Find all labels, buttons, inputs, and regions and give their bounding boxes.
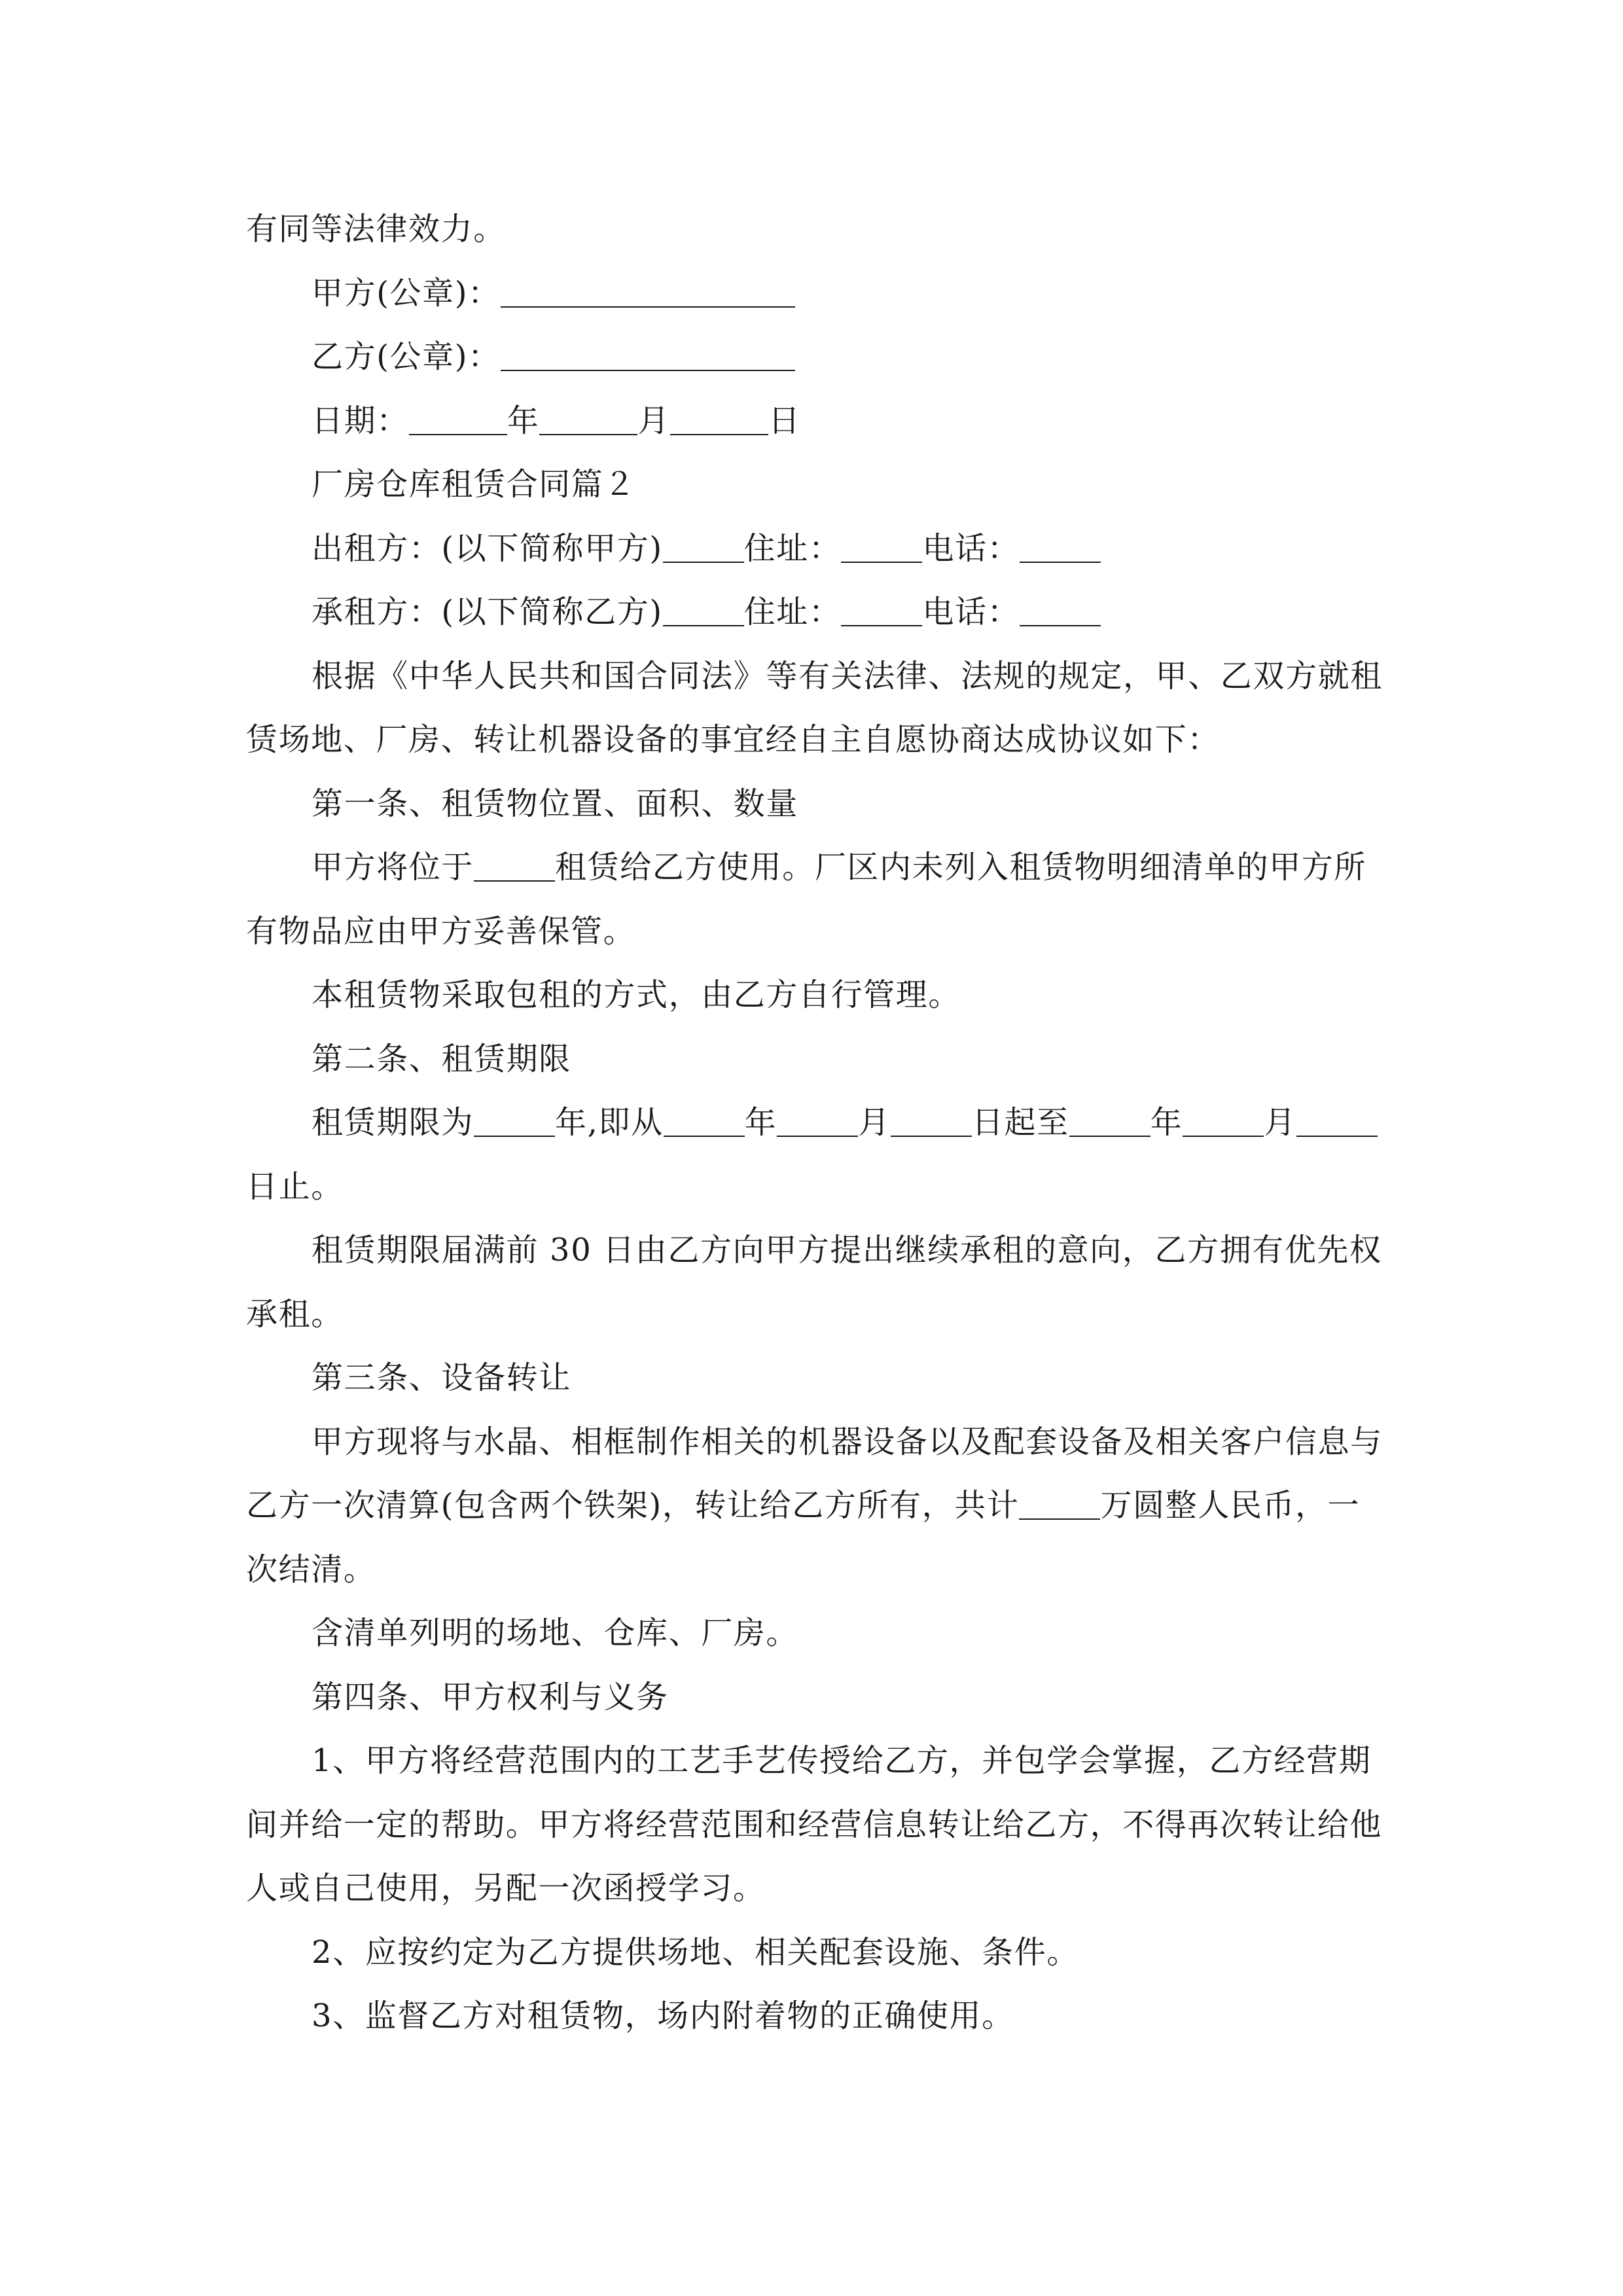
signature-party-b	[246, 325, 1385, 389]
blank	[1069, 1109, 1150, 1137]
article-4-item-3	[246, 1984, 1385, 2049]
text: 租赁给乙方使用。厂区内未列入租赁物明细清单的甲方所	[555, 849, 1367, 886]
lessor-line	[246, 517, 1385, 581]
article-3-paragraph-1	[246, 1410, 1385, 1602]
text-line: 日止。	[246, 1168, 344, 1205]
blank	[841, 535, 922, 563]
text: 乙方一次清算(包含两个铁架)，转让给乙方所有，共计	[246, 1487, 1020, 1524]
text: 厂房仓库租赁合同篇２	[312, 466, 637, 503]
text: 第一条、租赁物位置、面积、数量	[312, 785, 799, 822]
text: 万圆整人民币，一	[1100, 1487, 1361, 1524]
text-line: 间并给一定的帮助。甲方将经营范围和经营信息转让给乙方，不得再次转让给他	[246, 1806, 1383, 1843]
text: 有同等法律效力。	[246, 211, 506, 247]
lessor-label: 出租方：(以下简称甲方)	[312, 529, 663, 567]
address-label: 住址：	[743, 594, 842, 630]
date-year: 年	[507, 402, 540, 439]
blank	[663, 535, 744, 563]
text: 日起至	[971, 1104, 1069, 1141]
blank	[664, 1109, 745, 1137]
article-2-title	[246, 1028, 1385, 1092]
blank	[474, 854, 555, 882]
blank	[1296, 1109, 1378, 1137]
lessee-line	[246, 581, 1385, 645]
date-day: 日	[768, 402, 801, 439]
article-1-paragraph-1	[246, 836, 1385, 963]
article-4-item-2	[246, 1921, 1385, 1985]
article-4-title	[246, 1666, 1385, 1730]
address-label: 住址：	[743, 529, 842, 567]
article-3-title	[246, 1346, 1385, 1410]
text: 第三条、设备转让	[312, 1359, 571, 1396]
text: 第二条、租赁期限	[312, 1040, 571, 1077]
text: 本租赁物采取包租的方式，由乙方自行管理。	[312, 977, 961, 1013]
lessee-label: 承租方：(以下简称乙方)	[312, 594, 663, 630]
text-line: 甲方现将与水晶、相框制作相关的机器设备以及配套设备及相关客户信息与	[312, 1423, 1383, 1460]
blank	[539, 408, 637, 435]
signature-blank	[501, 344, 795, 371]
text: 月	[858, 1104, 891, 1141]
paragraph-continuation	[246, 198, 1385, 262]
blank	[1020, 599, 1101, 626]
date-month: 月	[637, 402, 671, 439]
text: 3、监督乙方对租赁物，场内附着物的正确使用。	[312, 1998, 1014, 2034]
text: 甲方将位于	[312, 849, 474, 886]
blank	[670, 408, 768, 435]
text: 租赁期限为	[312, 1104, 474, 1141]
signature-party-a	[246, 262, 1385, 326]
article-3-paragraph-2	[246, 1602, 1385, 1666]
text-line: 租赁期限届满前 30 日由乙方向甲方提出继续承租的意向，乙方拥有优先权	[312, 1232, 1382, 1268]
document-body	[246, 198, 1385, 2049]
text-line	[246, 836, 1385, 900]
text-line: 有物品应由甲方妥善保管。	[246, 912, 636, 950]
text-line: 1、甲方将经营范围内的工艺手艺传授给乙方，并包学会掌握，乙方经营期	[312, 1742, 1372, 1779]
phone-label: 电话：	[922, 594, 1020, 630]
text: 含清单列明的场地、仓库、厂房。	[312, 1615, 799, 1651]
blank	[474, 1109, 555, 1137]
text: 年	[744, 1104, 777, 1141]
text-line: 人或自己使用，另配一次函授学习。	[246, 1870, 766, 1907]
contract-title	[246, 453, 1385, 517]
article-2-paragraph-1	[246, 1091, 1385, 1219]
signature-label: 甲方(公章)：	[312, 274, 501, 312]
date-line	[246, 389, 1385, 454]
text: 第四条、甲方权利与义务	[312, 1678, 669, 1715]
phone-label: 电话：	[922, 529, 1020, 567]
article-1-paragraph-2	[246, 963, 1385, 1028]
signature-blank	[501, 280, 795, 308]
text: 年,即从	[555, 1104, 664, 1141]
blank	[1020, 535, 1101, 563]
blank	[1019, 1492, 1100, 1520]
text-line	[246, 1474, 1385, 1538]
blank	[663, 599, 744, 626]
blank	[1183, 1109, 1264, 1137]
preamble-paragraph	[246, 645, 1385, 772]
article-2-paragraph-2	[246, 1219, 1385, 1346]
blank	[409, 408, 507, 435]
text-line: 承租。	[246, 1295, 344, 1333]
text-line: 根据《中华人民共和国合同法》等有关法律、法规的规定，甲、乙双方就租	[312, 657, 1383, 694]
text-line	[246, 1091, 1385, 1155]
signature-label: 乙方(公章)：	[312, 338, 501, 375]
blank	[841, 599, 922, 626]
text: 月	[1264, 1104, 1296, 1141]
date-label: 日期：	[312, 402, 409, 439]
article-4-item-1	[246, 1729, 1385, 1921]
text: 2、应按约定为乙方提供场地、相关配套设施、条件。	[312, 1933, 1079, 1971]
blank	[891, 1109, 972, 1137]
text-line: 次结清。	[246, 1551, 376, 1588]
article-1-title	[246, 772, 1385, 836]
blank	[777, 1109, 858, 1137]
text: 年	[1150, 1104, 1183, 1141]
text-line: 赁场地、厂房、转让机器设备的事宜经自主自愿协商达成协议如下：	[246, 721, 1221, 758]
